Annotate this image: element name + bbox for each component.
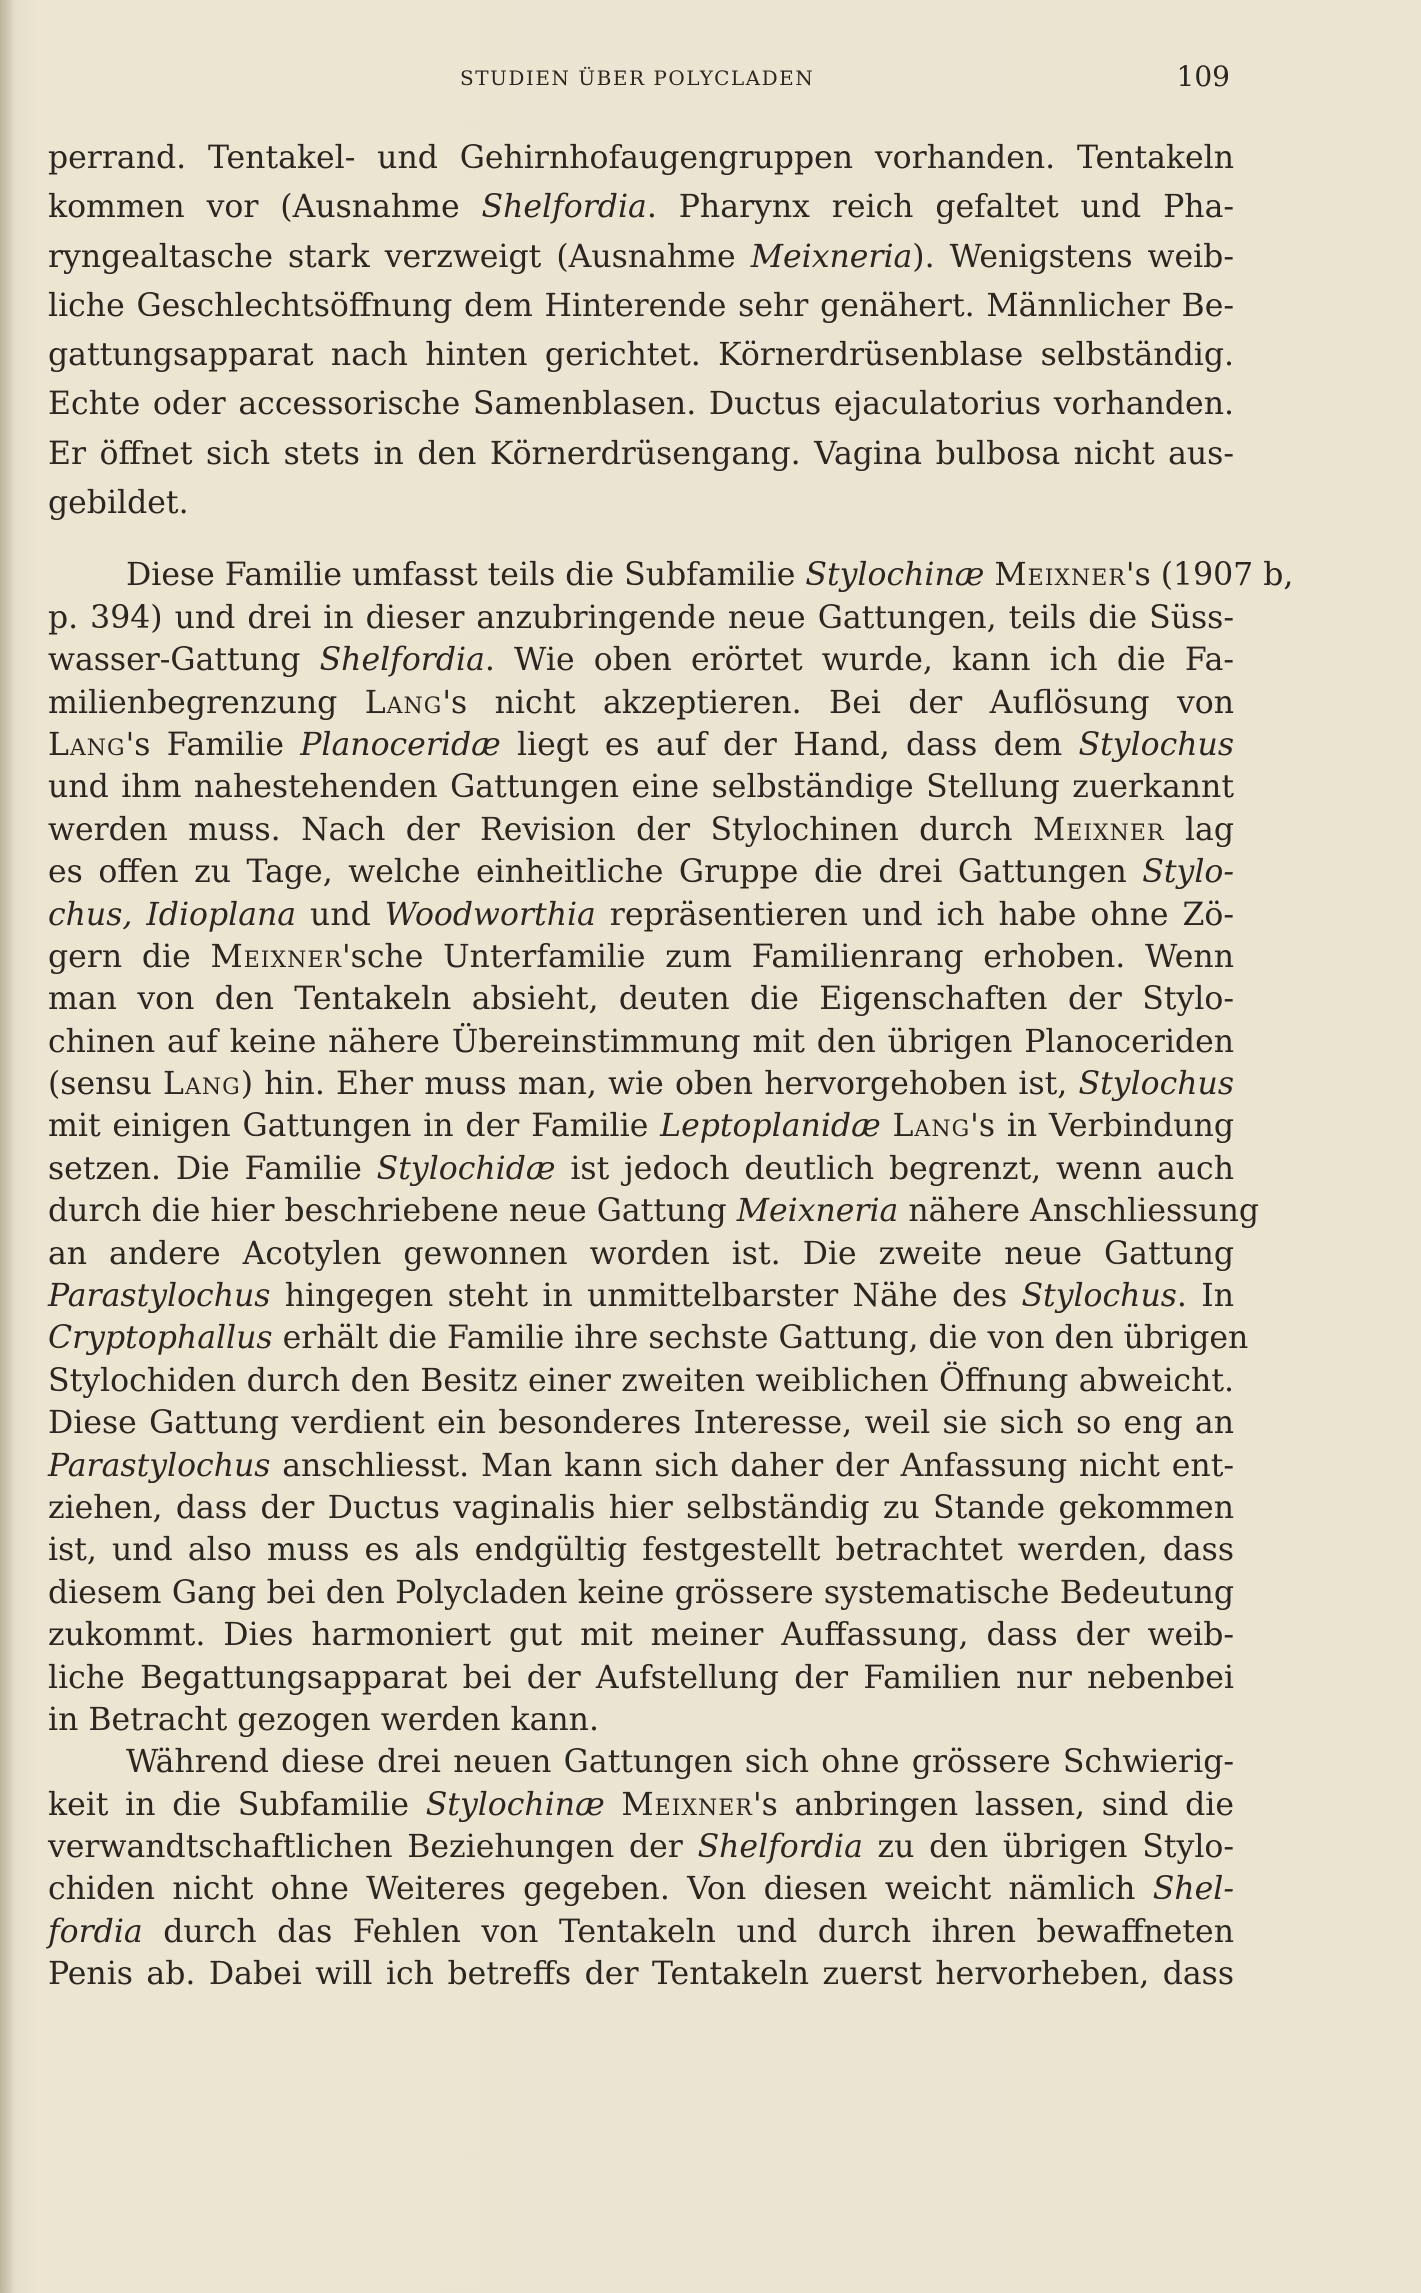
genus-name: Shelfordia (697, 1829, 863, 1866)
text-line: Parastylochus anschliesst. Man kann sich daher der Anfassung nicht ent- (48, 1447, 1234, 1484)
text-line: kommen vor (Ausnahme Shelfordia. Pharynx reich gefaltet und Pha- (48, 189, 1235, 226)
author-name: Meixner (210, 938, 343, 975)
text-line: ziehen, dass der Ductus vaginalis hier selbständig zu Stande gekommen (48, 1489, 1234, 1526)
text-line: Diese Gattung verdient ein besonderes Interesse, weil sie sich so eng an (48, 1405, 1234, 1442)
genus-name: Meixneria (750, 238, 913, 275)
text-line: perrand. Tentakel- und Gehirnhofaugengruppen vorhanden. Tentakeln (48, 140, 1234, 176)
genus-name: Shelfordia (319, 642, 485, 679)
text-line: gebildet. (48, 485, 189, 522)
text-line: Echte oder accessorische Samenblasen. Ductus ejaculatorius vorhanden. (48, 386, 1234, 423)
genus-name: Cryptophallus (48, 1320, 273, 1357)
text-line: mit einigen Gattungen in der Familie Leptoplanidæ Lang's in Verbindung (48, 1108, 1234, 1145)
text-line: man von den Tentakeln absieht, deuten die Eigenschaften der Stylo- (48, 981, 1234, 1018)
text-line: es offen zu Tage, welche einheitliche Gruppe die drei Gattungen Stylo- (48, 854, 1234, 891)
binding-edge-shadow (0, 0, 14, 2293)
text-line: Lang's Familie Planoceridæ liegt es auf der Hand, dass dem Stylochus (48, 726, 1234, 763)
text-line: p. 394) und drei in dieser anzubringende neue Gattungen, teils die Süss- (48, 599, 1234, 636)
text-line: diesem Gang bei den Polycladen keine grössere systematische Bedeutung (48, 1574, 1234, 1611)
taxon-name: Stylochinæ (805, 557, 985, 594)
text-line: (sensu Lang) hin. Eher muss man, wie oben hervorgehoben ist, Stylochus (48, 1066, 1234, 1103)
body-text (48, 134, 1294, 1996)
author-name: Meixner (1033, 811, 1165, 848)
genus-name: Stylochus (1078, 726, 1234, 763)
text-line: verwandtschaftlichen Beziehungen der Shelfordia zu den übrigen Stylo- (48, 1829, 1235, 1866)
text-line: durch die hier beschriebene neue Gattung Meixneria nähere Anschliessung (48, 1193, 1260, 1230)
text-line: ryngealtasche stark verzweigt (Ausnahme Meixneria). Wenigstens weib- (48, 238, 1234, 275)
text-line: fordia durch das Fehlen von Tentakeln und durch ihren bewaffneten (48, 1913, 1234, 1950)
genus-name: fordia (48, 1913, 143, 1950)
author-name: Meixner (994, 557, 1126, 594)
author-name: Lang (892, 1108, 971, 1145)
paragraph-2 (48, 554, 1294, 1995)
text-line: Stylochiden durch den Besitz einer zweiten weiblichen Öffnung abweicht. (48, 1362, 1234, 1399)
page-number: 109 (1176, 60, 1230, 93)
author-name: Lang (163, 1066, 241, 1103)
text-line: in Betracht gezogen werden kann. (48, 1701, 599, 1738)
genus-name: Parastylochus (48, 1278, 271, 1315)
text-line: Parastylochus hingegen steht in unmittelbarster Nähe des Stylochus. In (48, 1278, 1235, 1315)
genus-name: Woodworthia (384, 896, 596, 933)
text-line: werden muss. Nach der Revision der Stylochinen durch Meixner lag (48, 811, 1234, 848)
genus-name: Shelfordia (481, 189, 647, 226)
genus-name: chus, Idioplana (48, 896, 297, 933)
text-line: chinen auf keine nähere Übereinstimmung mit den übrigen Planoceriden (48, 1023, 1234, 1060)
text-line: und ihm nahestehenden Gattungen eine selbständige Stellung zuerkannt (48, 769, 1234, 806)
text-line: keit in die Subfamilie Stylochinæ Meixner's anbringen lassen, sind die (48, 1786, 1234, 1823)
taxon-name: Stylochidæ (376, 1150, 556, 1187)
text-line: gattungsapparat nach hinten gerichtet. Körnerdrüsenblase selbständig. (48, 337, 1234, 374)
taxon-name: Leptoplanidæ (660, 1108, 881, 1145)
text-line: wasser-Gattung Shelfordia. Wie oben erörtet wurde, kann ich die Fa- (48, 642, 1234, 679)
genus-name: Stylochus (1021, 1278, 1177, 1315)
genus-name: Stylo- (1142, 854, 1234, 891)
genus-name: Parastylochus (48, 1447, 271, 1484)
author-name: Lang (48, 726, 126, 763)
taxon-name: Stylochinæ (425, 1786, 605, 1823)
text-line: an andere Acotylen gewonnen worden ist. Die zweite neue Gattung (48, 1235, 1234, 1272)
taxon-name: Planoceridæ (300, 726, 501, 763)
text-line: Während diese drei neuen Gattungen sich ohne grössere Schwierig- (126, 1744, 1234, 1781)
text-line: liche Begattungsapparat bei der Aufstellung der Familien nur nebenbei (48, 1659, 1234, 1696)
text-line: chiden nicht ohne Weiteres gegeben. Von diesen weicht nämlich Shel- (48, 1871, 1234, 1908)
text-line: setzen. Die Familie Stylochidæ ist jedoch deutlich begrenzt, wenn auch (48, 1150, 1234, 1187)
author-name: Meixner (621, 1786, 753, 1823)
text-line: Penis ab. Dabei will ich betreffs der Tentakeln zuerst hervorheben, dass (48, 1956, 1234, 1993)
text-line: Cryptophallus erhält die Familie ihre sechste Gattung, die von den übrigen (48, 1320, 1249, 1357)
author-name: Lang (364, 684, 443, 721)
text-line: gern die Meixner'sche Unterfamilie zum Familienrang erhoben. Wenn (48, 938, 1234, 975)
text-line: milienbegrenzung Lang's nicht akzeptieren. Bei der Auflösung von (48, 684, 1234, 721)
text-line: Er öffnet sich stets in den Körnerdrüsengang. Vagina bulbosa nicht aus- (48, 435, 1234, 472)
genus-name: Stylochus (1078, 1066, 1234, 1103)
text-line: liche Geschlechtsöffnung dem Hinterende sehr genähert. Männlicher Be- (48, 287, 1234, 324)
genus-name: Meixneria (736, 1193, 899, 1230)
text-line: zukommt. Dies harmoniert gut mit meiner Auffassung, dass der weib- (48, 1617, 1234, 1654)
genus-name: Shel- (1152, 1871, 1234, 1908)
text-line: ist, und also muss es als endgültig festgestellt betrachtet werden, dass (48, 1532, 1234, 1569)
text-line: Diese Familie umfasst teils die Subfamilie Stylochinæ Meixner's (1907 b, (126, 557, 1294, 594)
running-title: STUDIEN ÜBER POLYCLADEN (460, 66, 815, 90)
paragraph-1 (48, 134, 1234, 528)
text-line: chus, Idioplana und Woodworthia repräsentieren und ich habe ohne Zö- (48, 896, 1234, 933)
